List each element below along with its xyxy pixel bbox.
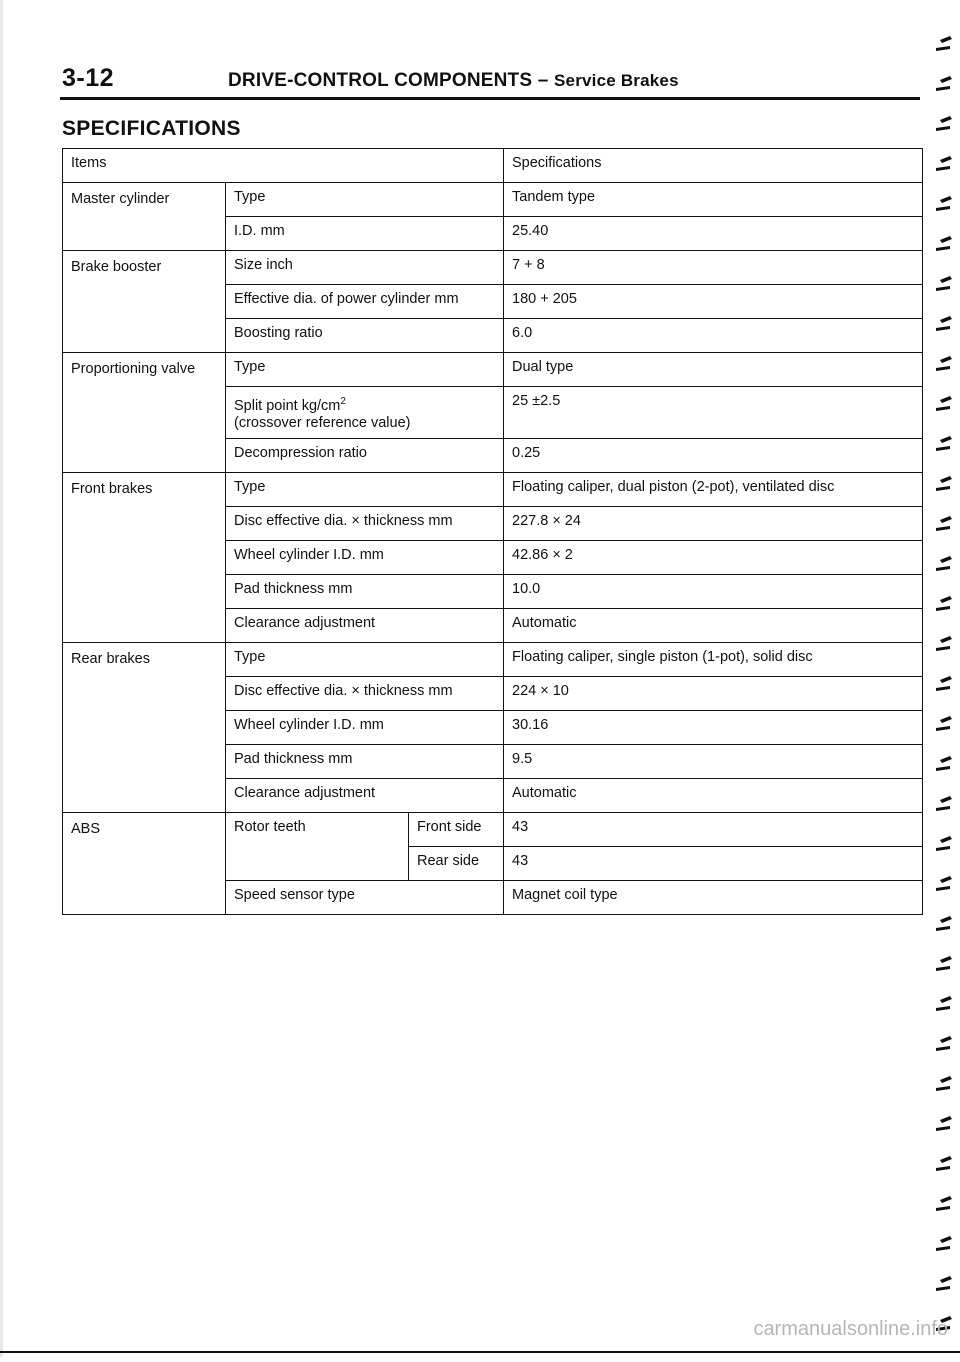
spec-value: 10.0 [504, 574, 923, 608]
binding-edge-marks [926, 0, 960, 1357]
spec-value: 227.8 × 24 [504, 506, 923, 540]
item-label: Size inch [226, 251, 504, 285]
spec-value: Magnet coil type [504, 880, 923, 914]
item-label: Wheel cylinder I.D. mm [226, 710, 504, 744]
spec-value: Floating caliper, single piston (1-pot), solid disc [504, 642, 923, 676]
spec-value: Floating caliper, dual piston (2-pot), ventilated disc [504, 472, 923, 506]
items-header: Items [63, 149, 504, 183]
table-row [63, 251, 923, 285]
section-title: SPECIFICATIONS [62, 117, 241, 140]
spec-value: 43 [504, 812, 923, 846]
item-label: Wheel cylinder I.D. mm [226, 540, 504, 574]
split-point-note: (crossover reference value) [234, 414, 411, 431]
spec-value: 30.16 [504, 710, 923, 744]
spec-value: 43 [504, 846, 923, 880]
group-proportioning-valve: Proportioning valve [63, 353, 226, 473]
table-row [63, 183, 923, 217]
spec-value: Tandem type [504, 183, 923, 217]
spec-value: 6.0 [504, 319, 923, 353]
spec-value: 42.86 × 2 [504, 540, 923, 574]
item-label: Speed sensor type [226, 880, 504, 914]
footer-rule [0, 1351, 960, 1353]
item-label: I.D. mm [226, 217, 504, 251]
sub-item-rear-side: Rear side [409, 846, 504, 880]
item-label: Boosting ratio [226, 319, 504, 353]
group-rear-brakes: Rear brakes [63, 642, 226, 812]
item-label-rotor-teeth: Rotor teeth [226, 812, 409, 880]
group-master-cylinder: Master cylinder [63, 183, 226, 251]
sub-item-front-side: Front side [409, 812, 504, 846]
header-dash: – [537, 70, 549, 91]
item-label: Pad thickness mm [226, 744, 504, 778]
section-name: Service Brakes [554, 71, 679, 90]
item-label: Type [226, 353, 504, 387]
item-label: Pad thickness mm [226, 574, 504, 608]
page-number: 3-12 [62, 64, 115, 92]
item-label: Clearance adjustment [226, 778, 504, 812]
group-brake-booster: Brake booster [63, 251, 226, 353]
item-label: Type [226, 472, 504, 506]
table-row [63, 353, 923, 387]
watermark: carmanualsonline.info [753, 1318, 948, 1340]
spec-value: Dual type [504, 353, 923, 387]
specifications-table [62, 148, 923, 915]
chapter-title: DRIVE-CONTROL COMPONENTS [228, 70, 533, 91]
spec-value: 9.5 [504, 744, 923, 778]
table-row [63, 472, 923, 506]
item-label: Disc effective dia. × thickness mm [226, 506, 504, 540]
specifications-header: Specifications [504, 149, 923, 183]
item-label-split-point [226, 387, 504, 439]
item-label: Effective dia. of power cylinder mm [226, 285, 504, 319]
header-rule [60, 97, 920, 100]
table-header-row [63, 149, 923, 183]
spec-value: Automatic [504, 608, 923, 642]
item-label: Disc effective dia. × thickness mm [226, 676, 504, 710]
item-label: Type [226, 642, 504, 676]
item-label: Clearance adjustment [226, 608, 504, 642]
spec-value: Automatic [504, 778, 923, 812]
spec-value: 0.25 [504, 438, 923, 472]
split-point-superscript: 2 [340, 396, 346, 407]
binding-marks-graphic [926, 0, 960, 1357]
spec-value: 180 + 205 [504, 285, 923, 319]
spec-value: 7 + 8 [504, 251, 923, 285]
spec-value: 25 ±2.5 [504, 387, 923, 439]
split-point-label: Split point kg/cm [234, 397, 341, 414]
item-label: Decompression ratio [226, 438, 504, 472]
spec-value: 25.40 [504, 217, 923, 251]
table-row [63, 642, 923, 676]
table-row [63, 812, 923, 846]
spec-value: 224 × 10 [504, 676, 923, 710]
group-front-brakes: Front brakes [63, 472, 226, 642]
scan-edge [0, 0, 3, 1357]
group-abs: ABS [63, 812, 226, 914]
page-header [228, 70, 679, 92]
item-label: Type [226, 183, 504, 217]
